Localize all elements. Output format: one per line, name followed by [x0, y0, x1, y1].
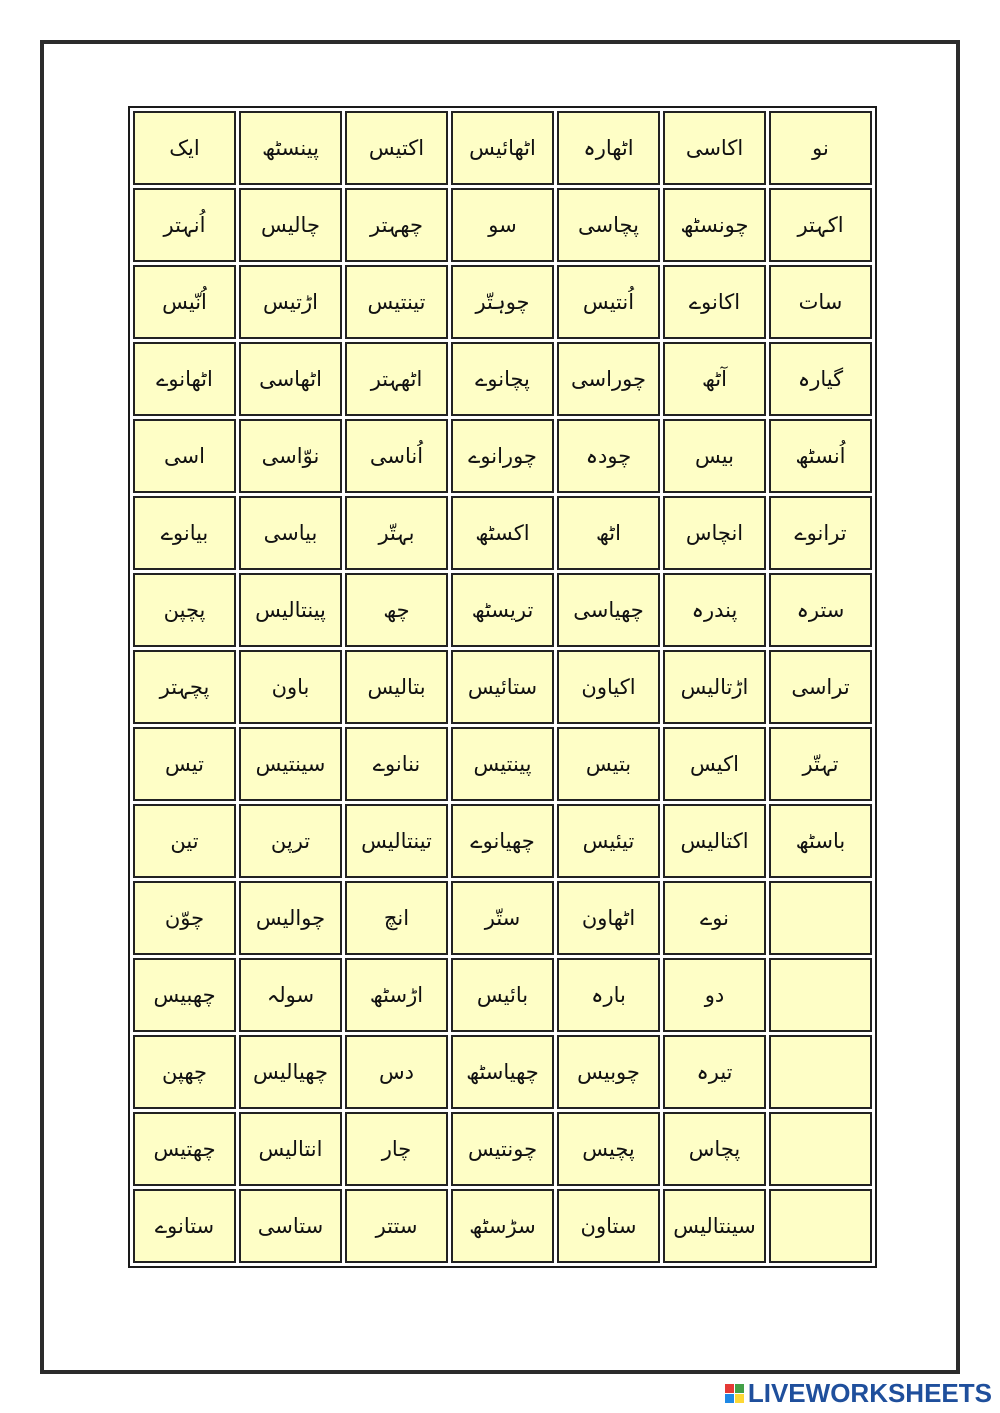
number-word-cell: پینسٹھ: [239, 111, 342, 185]
number-word-cell: اٹھاسی: [239, 342, 342, 416]
number-word-cell: پچاس: [663, 1112, 766, 1186]
number-word-cell: چالیس: [239, 188, 342, 262]
logo-square-blue: [725, 1394, 734, 1403]
number-word-cell: اُنسٹھ: [769, 419, 872, 493]
empty-cell: [769, 1035, 872, 1109]
number-word-cell: تیرہ: [663, 1035, 766, 1109]
table-row: [133, 1189, 872, 1263]
number-word-cell: چوہتّر: [451, 265, 554, 339]
number-word-cell: چھیاسٹھ: [451, 1035, 554, 1109]
number-word-cell: اٹھائیس: [451, 111, 554, 185]
table-row: [133, 573, 872, 647]
table-row: [133, 111, 872, 185]
number-word-cell: اٹھارہ: [557, 111, 660, 185]
number-word-cell: پچہتر: [133, 650, 236, 724]
number-word-cell: اکہتر: [769, 188, 872, 262]
number-word-cell: ترانوے: [769, 496, 872, 570]
number-word-cell: بائیس: [451, 958, 554, 1032]
empty-cell: [769, 1112, 872, 1186]
number-word-cell: ستاسی: [239, 1189, 342, 1263]
table-row: [133, 804, 872, 878]
number-word-cell: اسی: [133, 419, 236, 493]
number-word-cell: پینتیس: [451, 727, 554, 801]
empty-cell: [769, 881, 872, 955]
number-word-cell: ستّر: [451, 881, 554, 955]
number-word-cell: نو: [769, 111, 872, 185]
table-row: [133, 496, 872, 570]
number-word-cell: دو: [663, 958, 766, 1032]
number-word-cell: اڑسٹھ: [345, 958, 448, 1032]
number-word-cell: اکاسی: [663, 111, 766, 185]
number-word-cell: پچپن: [133, 573, 236, 647]
logo-square-green: [735, 1384, 744, 1393]
number-word-cell: ترپن: [239, 804, 342, 878]
number-word-cell: پچیس: [557, 1112, 660, 1186]
number-word-cell: بتیس: [557, 727, 660, 801]
number-word-cell: سولہ: [239, 958, 342, 1032]
number-word-cell: اکیس: [663, 727, 766, 801]
table-row: [133, 265, 872, 339]
number-word-cell: بہتّر: [345, 496, 448, 570]
logo-square-yellow: [735, 1394, 744, 1403]
number-word-cell: چوبیس: [557, 1035, 660, 1109]
logo-square-red: [725, 1384, 734, 1393]
number-word-cell: گیارہ: [769, 342, 872, 416]
table-row: [133, 188, 872, 262]
number-word-cell: سات: [769, 265, 872, 339]
number-word-cell: تریسٹھ: [451, 573, 554, 647]
number-word-cell: چھتیس: [133, 1112, 236, 1186]
number-word-cell: بیاسی: [239, 496, 342, 570]
number-word-cell: اڑتالیس: [663, 650, 766, 724]
number-word-cell: ستانوے: [133, 1189, 236, 1263]
number-words-table: [128, 106, 877, 1268]
number-word-cell: اکتیس: [345, 111, 448, 185]
number-word-cell: اٹھاون: [557, 881, 660, 955]
number-word-cell: چھ: [345, 573, 448, 647]
number-word-cell: تینتیس: [345, 265, 448, 339]
number-word-cell: اکیاون: [557, 650, 660, 724]
number-word-cell: تراسی: [769, 650, 872, 724]
liveworksheets-logo-icon: [725, 1384, 744, 1403]
number-word-cell: آٹھ: [663, 342, 766, 416]
number-word-cell: بیس: [663, 419, 766, 493]
number-word-cell: پچاسی: [557, 188, 660, 262]
number-word-cell: نوے: [663, 881, 766, 955]
number-word-cell: باسٹھ: [769, 804, 872, 878]
number-word-cell: اٹھہتر: [345, 342, 448, 416]
number-word-cell: بیانوے: [133, 496, 236, 570]
number-word-cell: انچ: [345, 881, 448, 955]
number-word-cell: سڑسٹھ: [451, 1189, 554, 1263]
number-word-cell: اٹھانوے: [133, 342, 236, 416]
number-word-cell: سینتیس: [239, 727, 342, 801]
table-row: [133, 1035, 872, 1109]
number-words-table-body: [133, 111, 872, 1263]
empty-cell: [769, 1189, 872, 1263]
number-word-cell: انتالیس: [239, 1112, 342, 1186]
number-word-cell: چھیانوے: [451, 804, 554, 878]
number-word-cell: ننانوے: [345, 727, 448, 801]
number-word-cell: اٹھ: [557, 496, 660, 570]
number-word-cell: باون: [239, 650, 342, 724]
number-word-cell: تہتّر: [769, 727, 872, 801]
number-word-cell: ستتر: [345, 1189, 448, 1263]
number-word-cell: چھپن: [133, 1035, 236, 1109]
number-word-cell: چوالیس: [239, 881, 342, 955]
number-word-cell: اُنتیس: [557, 265, 660, 339]
number-word-cell: اُناسی: [345, 419, 448, 493]
liveworksheets-brand: [725, 1378, 992, 1408]
number-word-cell: چونسٹھ: [663, 188, 766, 262]
number-word-cell: دس: [345, 1035, 448, 1109]
number-word-cell: انچاس: [663, 496, 766, 570]
table-row: [133, 342, 872, 416]
number-word-cell: بارہ: [557, 958, 660, 1032]
number-word-cell: نوّاسی: [239, 419, 342, 493]
number-word-cell: اکتالیس: [663, 804, 766, 878]
number-word-cell: اکسٹھ: [451, 496, 554, 570]
number-word-cell: چورانوے: [451, 419, 554, 493]
number-word-cell: بتالیس: [345, 650, 448, 724]
number-word-cell: چھیاسی: [557, 573, 660, 647]
number-word-cell: پچانوے: [451, 342, 554, 416]
number-word-cell: چھیالیس: [239, 1035, 342, 1109]
empty-cell: [769, 958, 872, 1032]
number-word-cell: سترہ: [769, 573, 872, 647]
number-word-cell: چوّن: [133, 881, 236, 955]
number-word-cell: پینتالیس: [239, 573, 342, 647]
number-word-cell: تیس: [133, 727, 236, 801]
number-word-cell: تین: [133, 804, 236, 878]
number-word-cell: پندرہ: [663, 573, 766, 647]
number-word-cell: اُنّیس: [133, 265, 236, 339]
number-word-cell: سو: [451, 188, 554, 262]
number-word-cell: تیئیس: [557, 804, 660, 878]
number-word-cell: چار: [345, 1112, 448, 1186]
number-word-cell: ستائیس: [451, 650, 554, 724]
brand-name: LIVEWORKSHEETS: [747, 1377, 992, 1408]
number-word-cell: تینتالیس: [345, 804, 448, 878]
number-word-cell: چوراسی: [557, 342, 660, 416]
number-word-cell: اُنہتر: [133, 188, 236, 262]
number-word-cell: ایک: [133, 111, 236, 185]
table-row: [133, 1112, 872, 1186]
number-word-cell: چودہ: [557, 419, 660, 493]
number-word-cell: چھبیس: [133, 958, 236, 1032]
number-word-cell: ستاون: [557, 1189, 660, 1263]
number-word-cell: سینتالیس: [663, 1189, 766, 1263]
table-row: [133, 881, 872, 955]
number-word-cell: اڑتیس: [239, 265, 342, 339]
table-row: [133, 419, 872, 493]
number-word-cell: اکانوے: [663, 265, 766, 339]
table-row: [133, 727, 872, 801]
table-row: [133, 650, 872, 724]
number-word-cell: چونتیس: [451, 1112, 554, 1186]
number-word-cell: چھہتر: [345, 188, 448, 262]
table-row: [133, 958, 872, 1032]
